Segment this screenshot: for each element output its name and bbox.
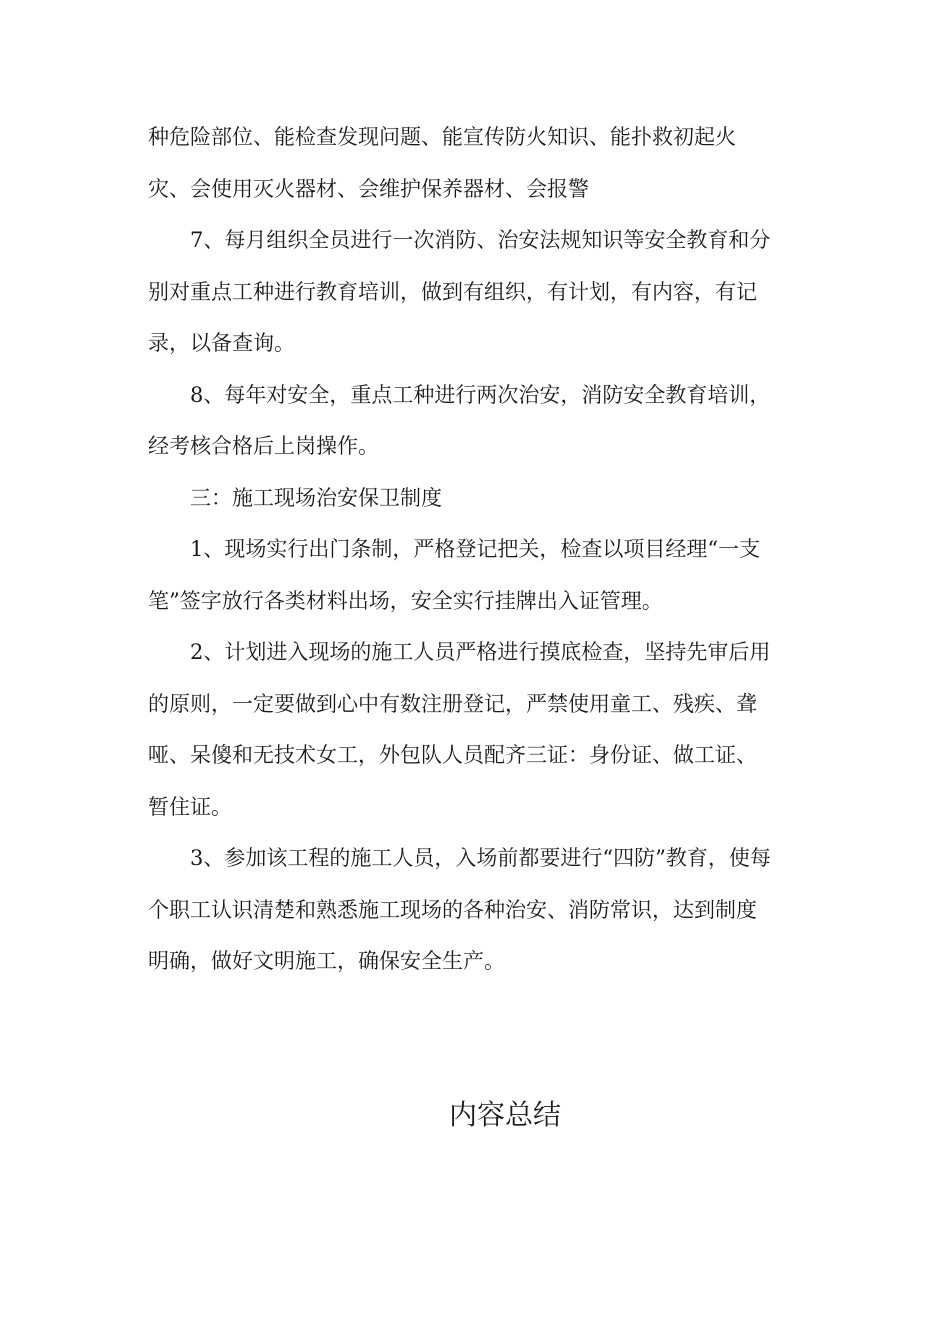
text-line: 录，以备查询。 xyxy=(148,331,295,355)
text-line: 的原则，一定要做到心中有数注册登记，严禁使用童工、残疾、聋 xyxy=(148,691,757,716)
text-line: 暂住证。 xyxy=(148,794,232,819)
text-line: 3、参加该工程的施工人员，入场前都要进行“四防”教育，使每 xyxy=(148,846,771,870)
text-line: 明确，做好文明施工，确保安全生产。 xyxy=(148,949,505,973)
section-heading: 三：施工现场治安保卫制度 xyxy=(148,485,442,510)
text-line: 经考核合格后上岗操作。 xyxy=(148,434,379,458)
text-line: 灾、会使用灭火器材、会维护保养器材、会报警 xyxy=(148,176,589,201)
summary-heading: 内容总结 xyxy=(448,1098,561,1131)
text-line: 2、计划进入现场的施工人员严格进行摸底检查，坚持先审后用 xyxy=(148,640,771,664)
text-line: 1、现场实行出门条制，严格登记把关，检查以项目经理“一支 xyxy=(148,537,761,561)
document-body xyxy=(148,112,813,988)
text-line: 哑、呆傻和无技术女工，外包队人员配齐三证：身份证、做工证、 xyxy=(148,743,757,767)
text-line: 7、每月组织全员进行一次消防、治安法规知识等安全教育和分 xyxy=(148,228,771,252)
text-line: 别对重点工种进行教育培训，做到有组织，有计划，有内容，有记 xyxy=(148,279,757,304)
text-line: 种危险部位、能检查发现问题、能宣传防火知识、能扑救初起火 xyxy=(148,125,736,149)
text-line: 8、每年对安全，重点工种进行两次治安，消防安全教育培训， xyxy=(148,382,771,407)
text-line: 个职工认识清楚和熟悉施工现场的各种治安、消防常识，达到制度 xyxy=(148,897,757,922)
text-line: 笔”签字放行各类材料出场，安全实行挂牌出入证管理。 xyxy=(148,588,663,613)
